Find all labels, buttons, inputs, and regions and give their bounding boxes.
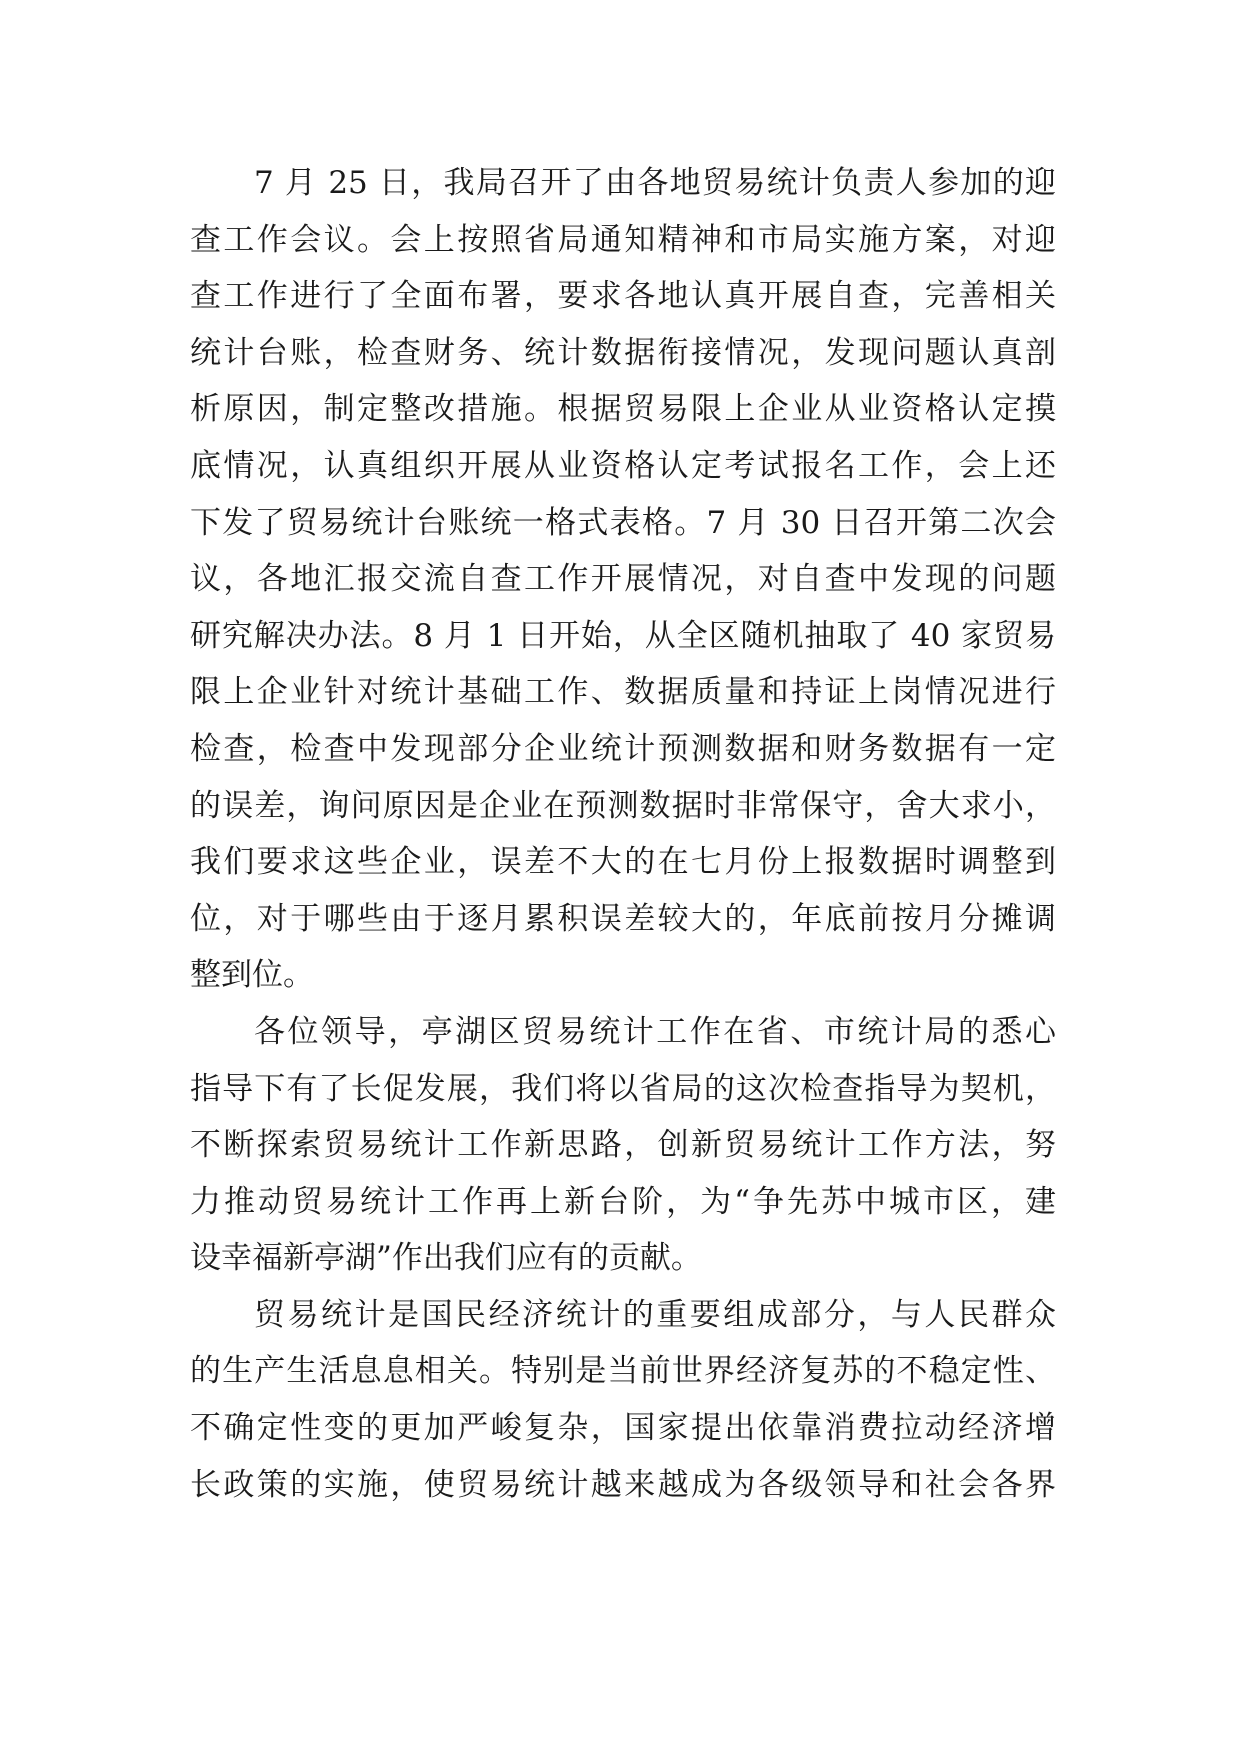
text-line: 底情况，认真组织开展从业资格认定考试报名工作，会上还 <box>190 447 1056 484</box>
text-line: 研究解决办法。8 月 1 日开始，从全区随机抽取了 40 家贸易 <box>190 617 1056 654</box>
text-line: 贸易统计是国民经济统计的重要组成部分，与人民群众 <box>254 1296 1056 1333</box>
paragraph-1 <box>190 155 1056 1004</box>
text-line: 限上企业针对统计基础工作、数据质量和持证上岗情况进行 <box>190 674 1056 711</box>
text-line: 不断探索贸易统计工作新思路，创新贸易统计工作方法，努 <box>190 1127 1056 1164</box>
text-line: 设幸福新亭湖”作出我们应有的贡献。 <box>190 1240 702 1277</box>
text-line: 查工作会议。会上按照省局通知精神和市局实施方案，对迎 <box>190 221 1056 258</box>
paragraph-3 <box>190 1287 1056 1513</box>
text-line: 析原因，制定整改措施。根据贸易限上企业从业资格认定摸 <box>190 391 1056 428</box>
document-body <box>190 155 1056 1513</box>
text-line: 不确定性变的更加严峻复杂，国家提出依靠消费拉动经济增 <box>190 1410 1056 1447</box>
text-line: 长政策的实施，使贸易统计越来越成为各级领导和社会各界 <box>190 1466 1056 1503</box>
text-line: 议，各地汇报交流自查工作开展情况，对自查中发现的问题 <box>190 561 1056 598</box>
text-line: 的误差，询问原因是企业在预测数据时非常保守，舍大求小， <box>190 787 1056 824</box>
text-line: 的生产生活息息相关。特别是当前世界经济复苏的不稳定性、 <box>190 1353 1056 1390</box>
text-line: 整到位。 <box>190 957 314 994</box>
paragraph-2 <box>190 1004 1056 1287</box>
text-line: 位，对于哪些由于逐月累积误差较大的，年底前按月分摊调 <box>190 900 1056 937</box>
text-line: 查工作进行了全面布署，要求各地认真开展自查，完善相关 <box>190 278 1056 315</box>
text-line: 7 月 25 日，我局召开了由各地贸易统计负责人参加的迎 <box>254 165 1056 201</box>
text-line: 力推动贸易统计工作再上新台阶，为“争先苏中城市区，建 <box>190 1183 1056 1220</box>
text-line: 指导下有了长促发展，我们将以省局的这次检查指导为契机， <box>190 1070 1056 1107</box>
text-line: 下发了贸易统计台账统一格式表格。7 月 30 日召开第二次会 <box>190 504 1056 541</box>
text-line: 我们要求这些企业，误差不大的在七月份上报数据时调整到 <box>190 844 1056 881</box>
text-line: 检查，检查中发现部分企业统计预测数据和财务数据有一定 <box>190 730 1056 767</box>
text-line: 统计台账，检查财务、统计数据衔接情况，发现问题认真剖 <box>190 334 1056 371</box>
text-line: 各位领导，亭湖区贸易统计工作在省、市统计局的悉心 <box>254 1013 1056 1050</box>
